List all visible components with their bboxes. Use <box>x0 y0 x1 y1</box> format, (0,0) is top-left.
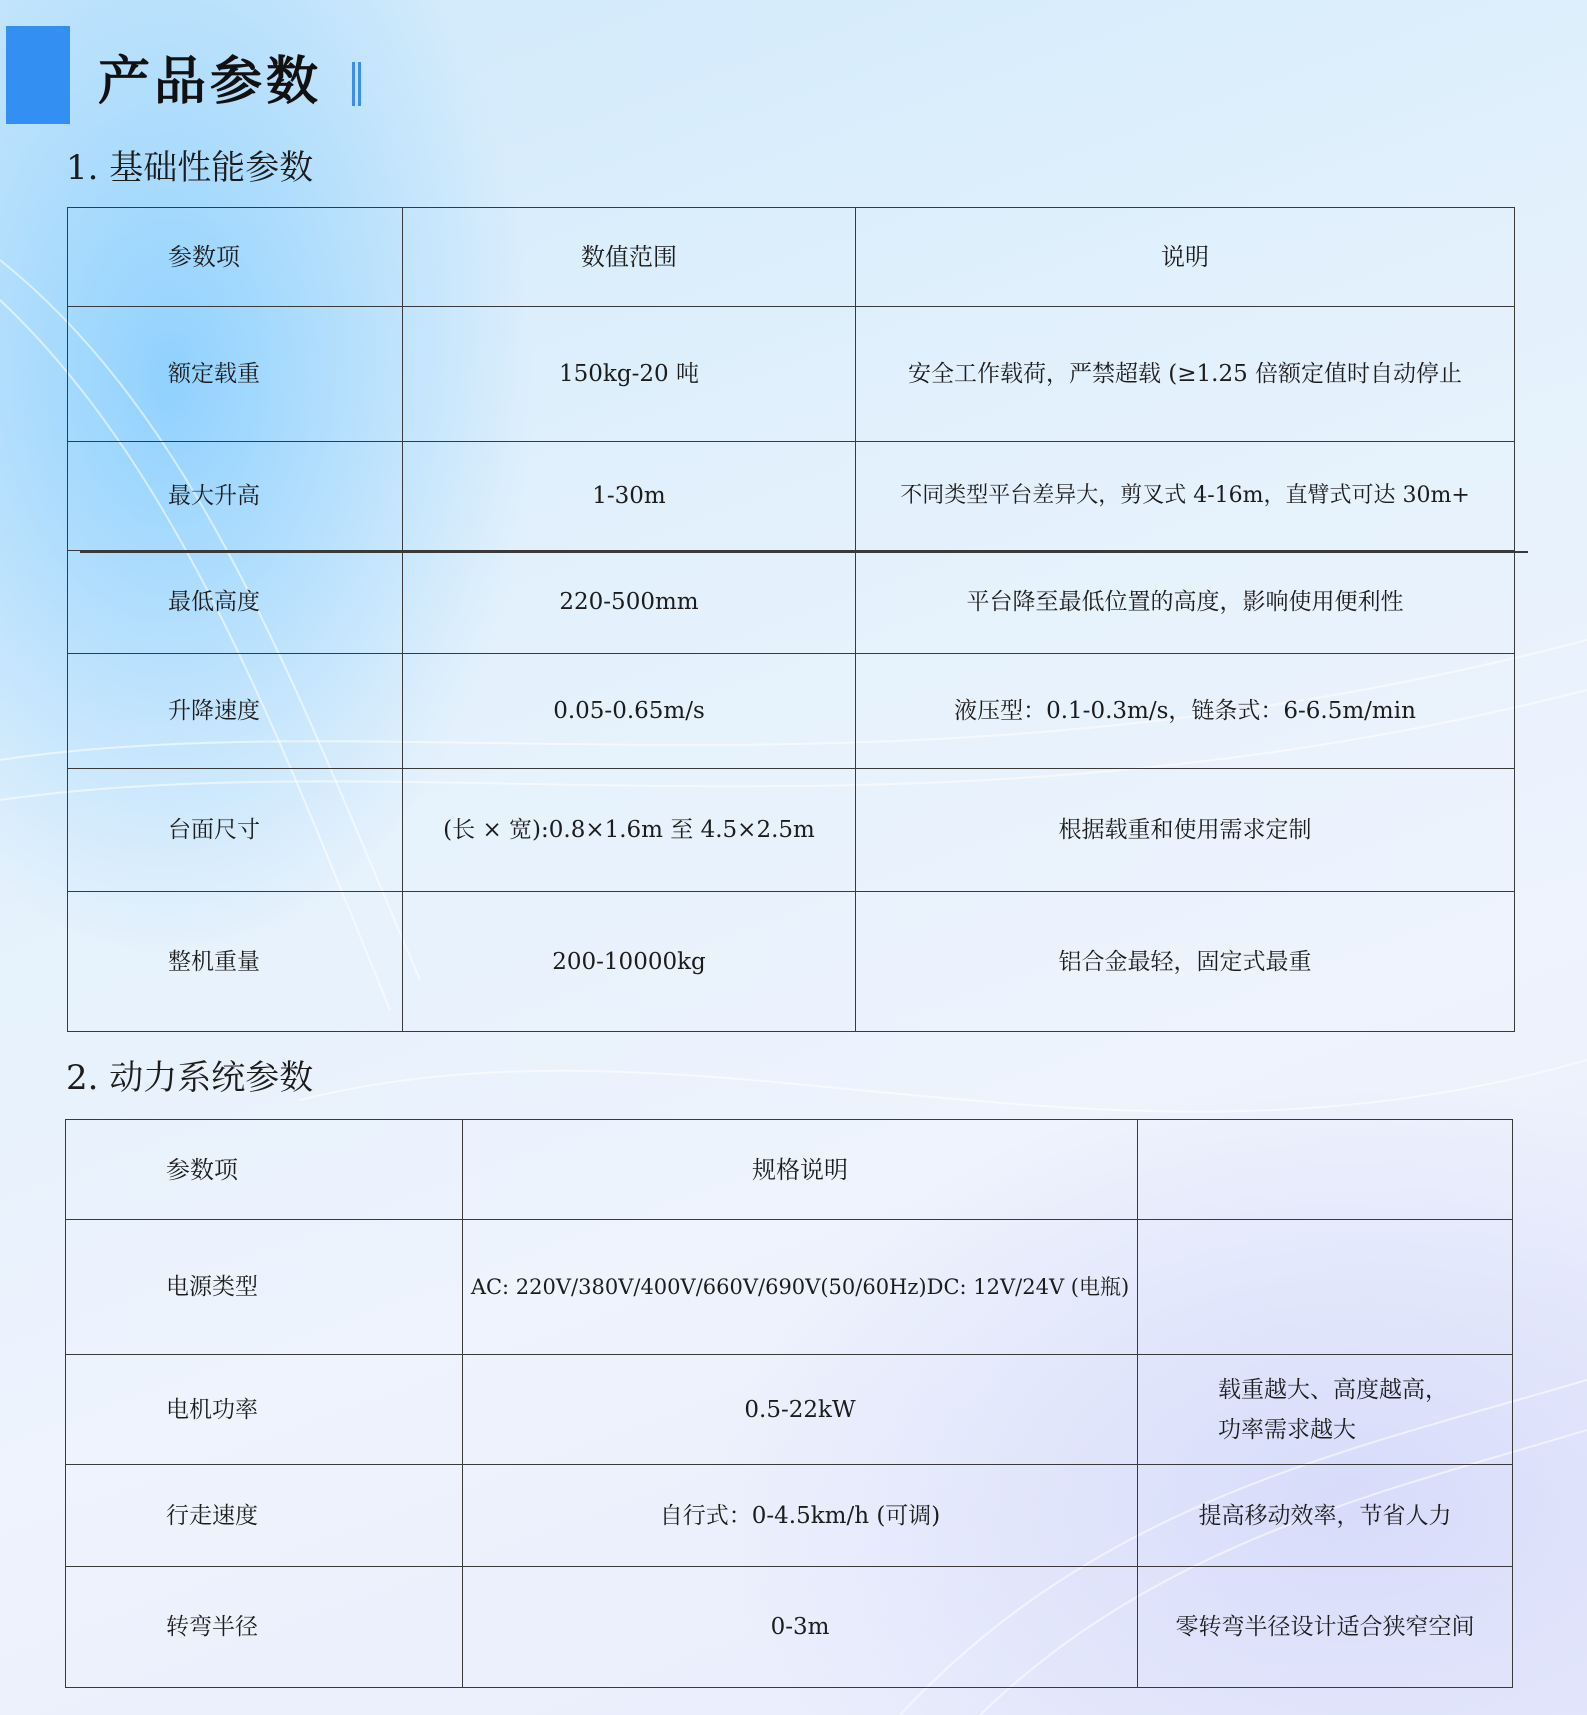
table-row <box>68 307 1515 442</box>
param-name: 升降速度 <box>68 654 403 769</box>
param-name: 行走速度 <box>66 1465 463 1567</box>
table-row <box>68 769 1515 892</box>
param-name: 电机功率 <box>66 1355 463 1465</box>
table-row <box>68 442 1515 551</box>
section-title-basic: 1. 基础性能参数 <box>66 148 314 188</box>
param-name: 额定载重 <box>68 307 403 442</box>
param-note: 铝合金最轻，固定式最重 <box>856 892 1515 1032</box>
param-value: 220-500mm <box>403 551 856 654</box>
header-param-item: 参数项 <box>66 1120 463 1220</box>
param-value: 0-3m <box>463 1567 1138 1688</box>
power-params-table <box>65 1119 1513 1688</box>
param-note: 根据载重和使用需求定制 <box>856 769 1515 892</box>
table-row <box>68 892 1515 1032</box>
title-accent-bar <box>6 26 70 124</box>
param-note <box>1138 1355 1513 1465</box>
param-note: 液压型：0.1-0.3m/s，链条式：6-6.5m/min <box>856 654 1515 769</box>
param-note: 安全工作载荷，严禁超载 (≥1.25 倍额定值时自动停止 <box>856 307 1515 442</box>
param-note: 零转弯半径设计适合狭窄空间 <box>1138 1567 1513 1688</box>
param-note: 提高移动效率，节省人力 <box>1138 1465 1513 1567</box>
param-name: 整机重量 <box>68 892 403 1032</box>
basic-params-table <box>67 207 1515 1032</box>
title-divider-mark <box>352 62 362 106</box>
param-name: 台面尺寸 <box>68 769 403 892</box>
header-param-item: 参数项 <box>68 208 403 307</box>
table-header-row <box>68 208 1515 307</box>
header-value-range: 数值范围 <box>403 208 856 307</box>
param-name: 最大升高 <box>68 442 403 551</box>
param-note-line: 载重越大、高度越高， <box>1218 1376 1448 1403</box>
table-row <box>66 1220 1513 1355</box>
param-name: 最低高度 <box>68 551 403 654</box>
section-title-power: 2. 动力系统参数 <box>66 1058 314 1098</box>
param-note: 不同类型平台差异大，剪叉式 4-16m，直臂式可达 30m+ <box>856 442 1515 551</box>
table-header-row <box>66 1120 1513 1220</box>
param-name: 转弯半径 <box>66 1567 463 1688</box>
header-empty <box>1138 1120 1513 1220</box>
header-spec: 规格说明 <box>463 1120 1138 1220</box>
table-row <box>66 1355 1513 1465</box>
table-row <box>68 551 1515 654</box>
page-title: 产品参数 <box>98 52 323 112</box>
param-value: (长 × 宽):0.8×1.6m 至 4.5×2.5m <box>403 769 856 892</box>
param-value: 自行式：0-4.5km/h (可调) <box>463 1465 1138 1567</box>
table-row <box>66 1567 1513 1688</box>
param-value: 150kg-20 吨 <box>403 307 856 442</box>
header-description: 说明 <box>856 208 1515 307</box>
param-value: 200-10000kg <box>403 892 856 1032</box>
table-row <box>66 1465 1513 1567</box>
param-note: 平台降至最低位置的高度，影响使用便利性 <box>856 551 1515 654</box>
param-name: 电源类型 <box>66 1220 463 1355</box>
table-divider-line <box>80 551 1528 553</box>
param-value: 1-30m <box>403 442 856 551</box>
param-note <box>1138 1220 1513 1355</box>
table-row <box>68 654 1515 769</box>
param-note-line: 功率需求越大 <box>1218 1416 1356 1443</box>
param-value: 0.05-0.65m/s <box>403 654 856 769</box>
param-value: AC: 220V/380V/400V/660V/690V(50/60Hz)DC: 12V/24V (电瓶) <box>463 1220 1138 1355</box>
param-value: 0.5-22kW <box>463 1355 1138 1465</box>
